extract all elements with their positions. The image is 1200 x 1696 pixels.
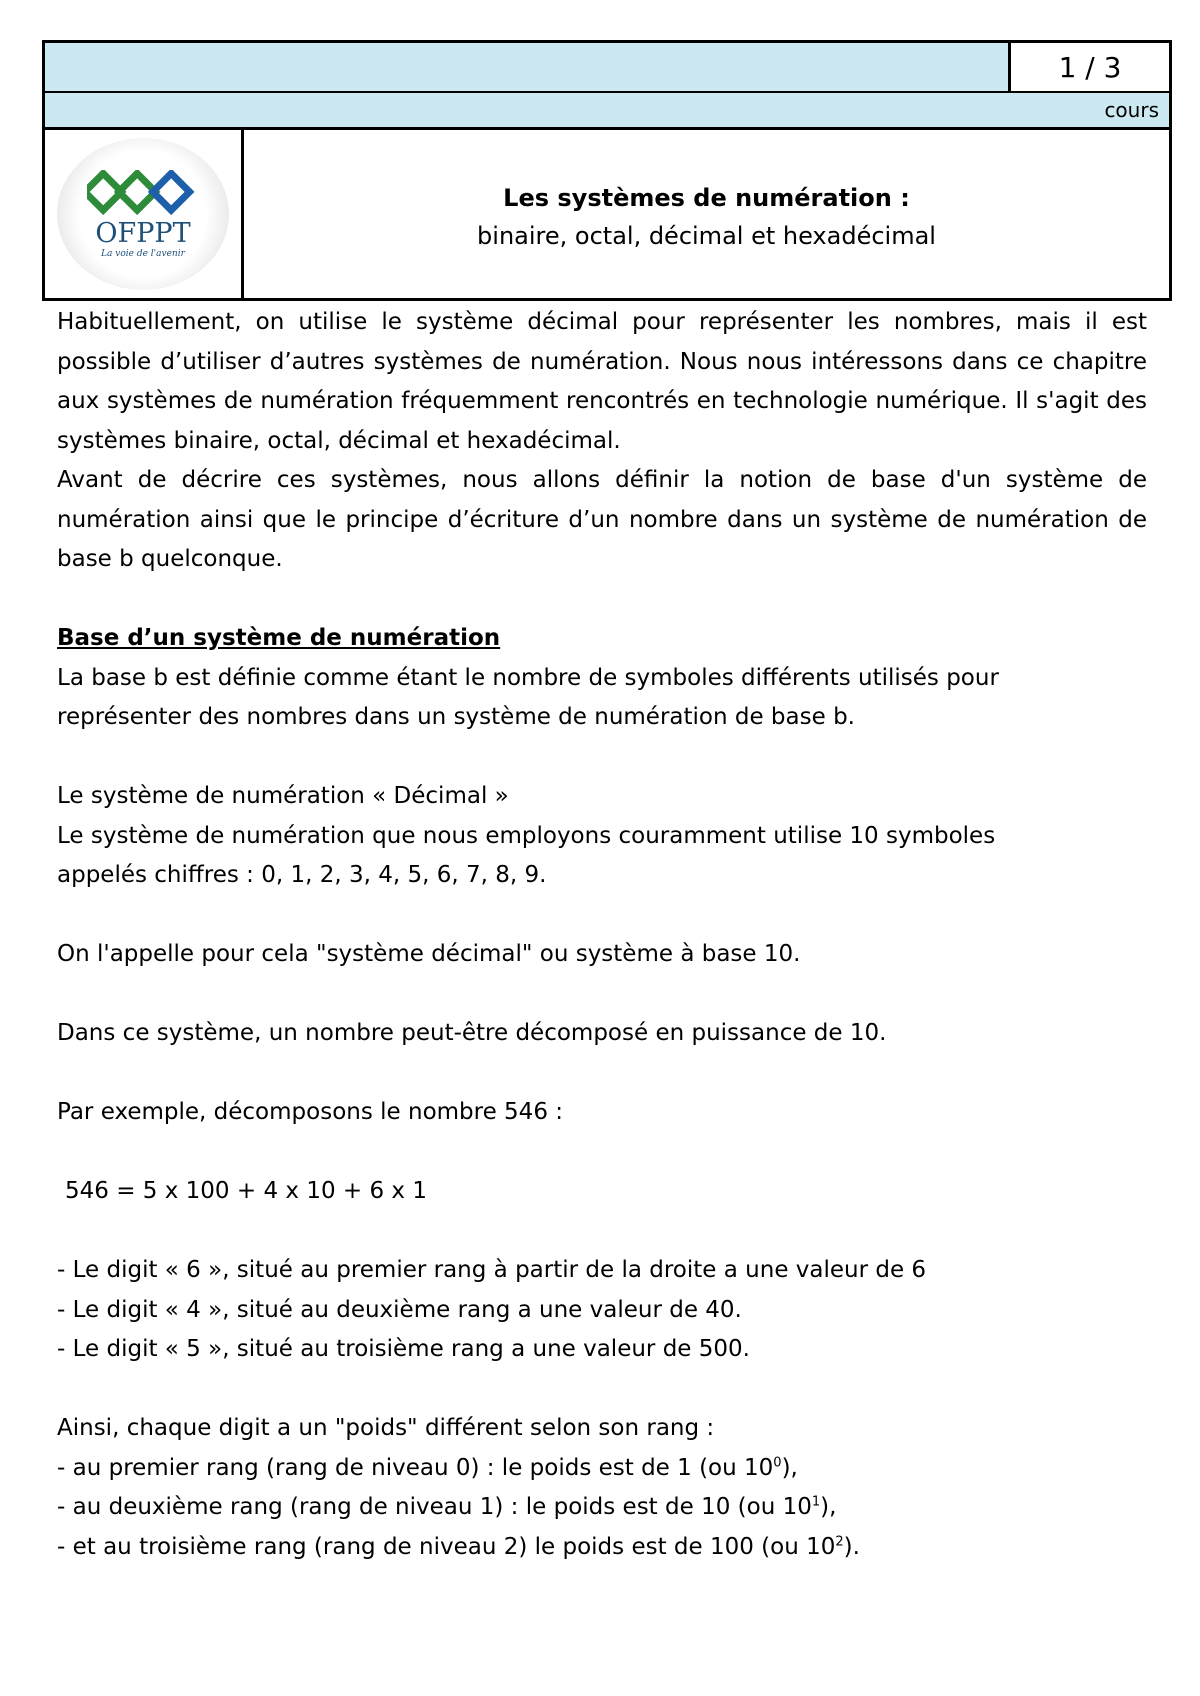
weight-2-exponent: 1 [811, 1494, 821, 1510]
decimal-line-1: Le système de numération que nous employons couramment utilise 10 symboles [57, 822, 996, 849]
weight-intro: Ainsi, chaque digit a un "poids" différent selon son rang : [57, 1415, 715, 1441]
ofppt-logo [57, 138, 229, 290]
example-intro: Par exemple, décomposons le nombre 546 : [57, 1099, 564, 1125]
digit-6-line: - Le digit « 6 », situé au premier rang à partir de la droite a une valeur de 6 [57, 1257, 927, 1283]
section-line-2: représenter des nombres dans un système de numération de base b. [57, 704, 855, 730]
weight-2-text: - au deuxième rang (rang de niveau 1) : le poids est de 10 (ou 10 [57, 1494, 812, 1520]
weight-line-3 [57, 1528, 1147, 1568]
ofppt-chain-icon [87, 170, 199, 216]
document-header [42, 40, 1172, 301]
header-title-row [45, 130, 1169, 298]
document-body [57, 303, 1147, 1567]
header-top-row [45, 43, 1169, 93]
decimal-name-line: On l'appelle pour cela "système décimal" ou système à base 10. [57, 941, 801, 967]
header-blank-cell [45, 43, 1008, 91]
decimal-heading: Le système de numération « Décimal » [57, 783, 509, 809]
weight-3-end: ). [843, 1533, 860, 1560]
logo-cell [45, 130, 244, 298]
logo-slogan: La voie de l'avenir [101, 248, 185, 259]
digit-5-line: - Le digit « 5 », situé au troisième rang a une valeur de 500. [57, 1336, 750, 1362]
weight-1-text: - au premier rang (rang de niveau 0) : le poids est de 1 (ou 10 [57, 1454, 774, 1481]
example-equation: 546 = 5 x 100 + 4 x 10 + 6 x 1 [65, 1178, 427, 1204]
intro-paragraph-1: Habituellement, on utilise le système décimal pour représenter les nombres, mais il est possible d’utiliser d’autres systèmes de numération. Nous nous intéressons dans ce chapitre aux systèmes de numération fréquemment rencontrés en technologie numérique. Il s'agit des systèmes binaire, octal, décimal et hexadécimal. [57, 309, 1147, 454]
section-title: Base d’un système de numération [57, 625, 501, 651]
page-title: Les systèmes de numération : [503, 184, 910, 212]
weight-3-text: - et au troisième rang (rang de niveau 2) le poids est de 100 (ou 10 [57, 1533, 836, 1560]
title-cell [244, 130, 1169, 298]
weight-line-1 [57, 1449, 1147, 1489]
doc-type-label: cours [45, 93, 1169, 130]
weight-line-2 [57, 1488, 1147, 1528]
page-indicator: 1 / 3 [1008, 43, 1169, 91]
decompose-line: Dans ce système, un nombre peut-être décomposé en puissance de 10. [57, 1020, 887, 1046]
weight-1-exponent: 0 [773, 1454, 782, 1470]
decimal-line-2: appelés chiffres : 0, 1, 2, 3, 4, 5, 6, 7, 8, 9. [57, 862, 547, 888]
page-subtitle: binaire, octal, décimal et hexadécimal [477, 222, 936, 250]
weight-3-exponent: 2 [835, 1533, 844, 1549]
logo-name: OFPPT [95, 217, 191, 249]
digit-4-line: - Le digit « 4 », situé au deuxième rang a une valeur de 40. [57, 1296, 742, 1323]
weight-1-end: ), [781, 1454, 798, 1481]
weight-2-end: ), [820, 1494, 837, 1520]
intro-paragraph-2: Avant de décrire ces systèmes, nous allons définir la notion de base d'un système de numération ainsi que le principe d’écriture d’un nombre dans un système de numération de base b quelconque. [57, 467, 1147, 572]
section-line-1: La base b est définie comme étant le nombre de symboles différents utilisés pour [57, 664, 999, 691]
